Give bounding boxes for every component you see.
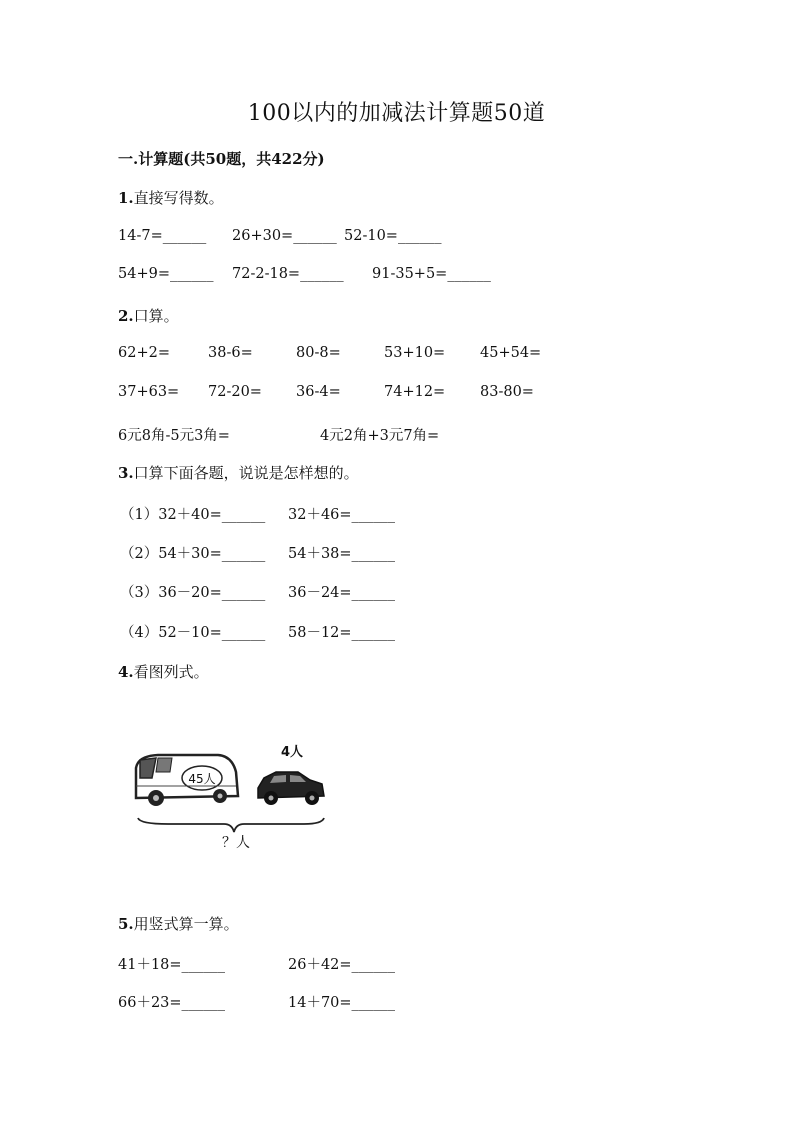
question-5-heading — [118, 913, 239, 934]
question-1-text: 直接写得数。 — [133, 189, 224, 207]
q2-item: 45+54= — [480, 345, 542, 361]
q2-item: 4元2角+3元7角= — [320, 428, 440, 444]
total-question-label: ？人 — [222, 835, 250, 851]
q3-item: （2）54＋30=______ — [120, 546, 266, 562]
van-passenger-label: 45人 — [188, 772, 216, 786]
question-3-heading — [118, 462, 359, 483]
question-1-heading — [118, 187, 224, 208]
q1-item: 72-2-18=______ — [232, 266, 344, 282]
q2-item: 80-8= — [296, 345, 341, 361]
q5-item: 26＋42=______ — [288, 957, 396, 973]
question-2-heading — [118, 305, 179, 326]
question-2-number: 2. — [118, 307, 134, 325]
question-5-text: 用竖式算一算。 — [133, 915, 239, 933]
vehicles-figure — [128, 738, 340, 856]
q5-item: 41＋18=______ — [118, 957, 226, 973]
car-illustration — [258, 772, 324, 805]
q3-item: （1）32＋40=______ — [120, 507, 266, 523]
question-4-heading — [118, 661, 209, 682]
q5-item: 66＋23=______ — [118, 995, 226, 1011]
q2-item: 38-6= — [208, 345, 253, 361]
q1-item: 91-35+5=______ — [372, 266, 491, 282]
q1-item: 14-7=______ — [118, 228, 207, 244]
q1-item: 54+9=______ — [118, 266, 214, 282]
question-3-number: 3. — [118, 464, 134, 482]
q3-item: （4）52－10=______ — [120, 625, 266, 641]
van-illustration — [136, 755, 238, 806]
q3-item: 32＋46=______ — [288, 507, 396, 523]
section-heading: 一.计算题(共50题，共422分) — [118, 150, 325, 168]
q3-item: 36－24=______ — [288, 585, 396, 601]
q3-item: 54＋38=______ — [288, 546, 396, 562]
question-1-number: 1. — [118, 189, 134, 207]
q2-item: 74+12= — [384, 384, 446, 400]
q3-item: 58－12=______ — [288, 625, 396, 641]
question-4-number: 4. — [118, 663, 134, 681]
question-3-text: 口算下面各题，说说是怎样想的。 — [133, 464, 359, 482]
q2-item: 53+10= — [384, 345, 446, 361]
q2-item: 83-80= — [480, 384, 534, 400]
total-brace — [138, 818, 324, 832]
q2-item: 37+63= — [118, 384, 180, 400]
q2-item: 72-20= — [208, 384, 262, 400]
q2-item: 6元8角-5元3角= — [118, 428, 230, 444]
car-passenger-label: 4人 — [280, 745, 304, 760]
question-5-number: 5. — [118, 915, 134, 933]
q1-item: 26+30=______ — [232, 228, 337, 244]
q2-item: 36-4= — [296, 384, 341, 400]
question-4-text: 看图列式。 — [133, 663, 209, 681]
q3-item: （3）36－20=______ — [120, 585, 266, 601]
q2-item: 62+2= — [118, 345, 170, 361]
page-title: 100以内的加减法计算题50道 — [247, 101, 546, 126]
q1-item: 52-10=______ — [344, 228, 442, 244]
q5-item: 14＋70=______ — [288, 995, 396, 1011]
question-2-text: 口算。 — [133, 307, 179, 325]
